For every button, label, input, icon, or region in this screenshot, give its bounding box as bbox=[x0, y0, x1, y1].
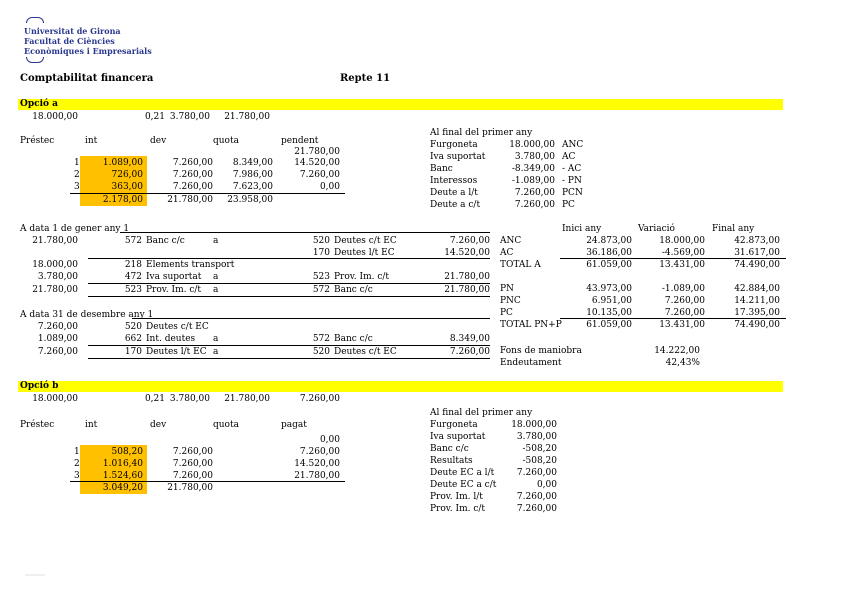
journal-debit-account-name: Int. deutes bbox=[146, 334, 196, 344]
opcio-a-param-interest-rate: 0,21 bbox=[144, 112, 165, 122]
balanc-row-label: ANC bbox=[500, 236, 522, 246]
journal-debit-account-name: Elements transport bbox=[146, 260, 235, 270]
prestec-a-total-rule bbox=[70, 193, 345, 194]
journal-debit-amount: 3.780,00 bbox=[37, 272, 78, 282]
opcio-b-label: Opció b bbox=[20, 381, 59, 391]
final-b-value: 18.000,00 bbox=[511, 420, 557, 430]
final-b-value: 7.260,00 bbox=[516, 468, 557, 478]
journal-credit-amount: 7.260,00 bbox=[449, 236, 490, 246]
opcio-b-param-total: 21.780,00 bbox=[224, 394, 270, 404]
journal-rule bbox=[88, 345, 490, 346]
balanc-final-value: 42.873,00 bbox=[734, 236, 780, 246]
journal-credit-account-name: Banc c/c bbox=[334, 285, 373, 295]
final-b-value: -508,20 bbox=[522, 444, 557, 454]
logo-line-1: Universitat de Girona bbox=[24, 26, 121, 36]
prestec-b-row-pagat: 7.260,00 bbox=[299, 447, 340, 457]
journal-credit-amount: 7.260,00 bbox=[449, 347, 490, 357]
final-a-label: Deute a l/t bbox=[430, 188, 478, 198]
journal-a-connector: a bbox=[213, 347, 219, 357]
final-b-label: Resultats bbox=[430, 456, 473, 466]
journal-credit-account-name: Deutes c/t EC bbox=[334, 236, 397, 246]
final-b-title: Al final del primer any bbox=[430, 408, 533, 418]
prestec-b-row-pagat: 21.780,00 bbox=[294, 471, 340, 481]
prestec-a-row-int: 726,00 bbox=[111, 170, 143, 180]
final-b-label: Furgoneta bbox=[430, 420, 478, 430]
prestec-a-row-pendent: 14.520,00 bbox=[294, 158, 340, 168]
prestec-b-header-prestec: Préstec bbox=[20, 420, 55, 430]
prestec-a-row-num: 1 bbox=[74, 158, 80, 168]
balanc-variacio-value: 13.431,00 bbox=[659, 260, 705, 270]
journal-a-connector: a bbox=[213, 285, 219, 295]
balanc-row-label: TOTAL PN+P bbox=[500, 320, 562, 330]
opcio-a-label: Opció a bbox=[20, 99, 58, 109]
final-a-class: - PN bbox=[562, 176, 582, 186]
opcio-a-band bbox=[18, 99, 783, 110]
balanc-row-label: AC bbox=[500, 248, 514, 258]
journal-debit-account-name: Banc c/c bbox=[146, 236, 185, 246]
final-a-value: 3.780,00 bbox=[514, 152, 555, 162]
balanc-inici-value: 24.873,00 bbox=[586, 236, 632, 246]
prestec-a-row-quota: 7.623,00 bbox=[232, 182, 273, 192]
journal-credit-account-num: 170 bbox=[312, 248, 330, 258]
final-a-label: Interessos bbox=[430, 176, 478, 186]
balanc-row-label: PC bbox=[500, 308, 513, 318]
journal-debit-amount: 7.260,00 bbox=[37, 347, 78, 357]
balanc-variacio-value: 7.260,00 bbox=[664, 296, 705, 306]
prestec-b-row-pagat: 14.520,00 bbox=[294, 459, 340, 469]
final-a-class: - AC bbox=[562, 164, 582, 174]
prestec-b-initial-pagat: 0,00 bbox=[319, 435, 340, 445]
journal-rule bbox=[88, 296, 490, 297]
opcio-b-param-iva: 3.780,00 bbox=[169, 394, 210, 404]
prestec-a-header-prestec: Préstec bbox=[20, 136, 55, 146]
opcio-a-param-principal: 18.000,00 bbox=[32, 112, 78, 122]
prestec-b-row-num: 1 bbox=[74, 447, 80, 457]
balanc-row-label: TOTAL A bbox=[500, 260, 541, 270]
opcio-b-band bbox=[18, 381, 783, 392]
journal-credit-account-name: Deutes l/t EC bbox=[334, 248, 395, 258]
final-a-class: PC bbox=[562, 200, 575, 210]
prestec-a-row-quota: 8.349,00 bbox=[232, 158, 273, 168]
prestec-a-row-dev: 7.260,00 bbox=[172, 158, 213, 168]
journal-rule bbox=[120, 232, 490, 233]
journal-debit-account-name: Iva suportat bbox=[146, 272, 202, 282]
endeutament-label: Endeutament bbox=[500, 358, 562, 368]
journal-a-connector: a bbox=[213, 272, 219, 282]
balanc-variacio-value: -1.089,00 bbox=[661, 284, 705, 294]
journal-rule bbox=[132, 318, 490, 319]
final-b-label: Iva suportat bbox=[430, 432, 486, 442]
balanc-variacio-value: 18.000,00 bbox=[659, 236, 705, 246]
journal-debit-account-num: 572 bbox=[124, 236, 142, 246]
balanc-final-value: 74.490,00 bbox=[734, 260, 780, 270]
final-b-value: -508,20 bbox=[522, 456, 557, 466]
prestec-a-row-pendent: 7.260,00 bbox=[299, 170, 340, 180]
prestec-b-header-pagat: pagat bbox=[281, 420, 307, 430]
prestec-b-row-int: 508,20 bbox=[111, 447, 143, 457]
prestec-b-row-dev: 7.260,00 bbox=[172, 447, 213, 457]
logo-ornament-top-icon bbox=[26, 17, 44, 23]
prestec-b-header-quota: quota bbox=[213, 420, 239, 430]
prestec-b-header-dev: dev bbox=[150, 420, 167, 430]
balanc-inici-value: 43.973,00 bbox=[586, 284, 632, 294]
journal-credit-account-name: Prov. Im. c/t bbox=[334, 272, 390, 282]
journal-debit-account-name: Deutes c/t EC bbox=[146, 322, 209, 332]
prestec-b-total-rule bbox=[70, 481, 345, 482]
opcio-b-param-interest-rate: 0,21 bbox=[144, 394, 165, 404]
opcio-a-param-iva: 3.780,00 bbox=[169, 112, 210, 122]
prestec-b-row-num: 2 bbox=[74, 459, 80, 469]
journal-debit-account-num: 520 bbox=[124, 322, 142, 332]
final-a-value: 7.260,00 bbox=[514, 188, 555, 198]
journal-debit-account-name: Prov. Im. c/t bbox=[146, 285, 202, 295]
journal-credit-account-num: 523 bbox=[312, 272, 330, 282]
balanc-final-value: 14.211,00 bbox=[734, 296, 780, 306]
journal-debit-amount: 1.089,00 bbox=[37, 334, 78, 344]
final-a-label: Furgoneta bbox=[430, 140, 478, 150]
journal-debit-account-num: 662 bbox=[124, 334, 142, 344]
prestec-a-header-quota: quota bbox=[213, 136, 239, 146]
logo-ornament-bottom-icon bbox=[26, 57, 44, 63]
final-b-value: 0,00 bbox=[536, 480, 557, 490]
journal-debit-amount: 7.260,00 bbox=[37, 322, 78, 332]
journal-credit-account-num: 520 bbox=[312, 236, 330, 246]
journal-credit-account-name: Deutes c/t EC bbox=[334, 347, 397, 357]
balanc-row-label: PNC bbox=[500, 296, 521, 306]
journal-debit-account-num: 523 bbox=[124, 285, 142, 295]
journal-credit-amount: 14.520,00 bbox=[444, 248, 490, 258]
balanc-inici-value: 6.951,00 bbox=[591, 296, 632, 306]
journal-gener-title: A data 1 de gener any 1 bbox=[20, 224, 130, 234]
logo-line-2: Facultat de Ciències bbox=[24, 36, 115, 46]
prestec-a-initial-pendent: 21.780,00 bbox=[294, 147, 340, 157]
opcio-b-param-principal: 18.000,00 bbox=[32, 394, 78, 404]
final-b-value: 7.260,00 bbox=[516, 492, 557, 502]
balanc-row-label: PN bbox=[500, 284, 514, 294]
balanc-variacio-value: -4.569,00 bbox=[661, 248, 705, 258]
endeutament-value: 42,43% bbox=[665, 358, 700, 368]
balanc-final-value: 74.490,00 bbox=[734, 320, 780, 330]
balanc-final-value: 17.395,00 bbox=[734, 308, 780, 318]
journal-debit-amount: 21.780,00 bbox=[32, 285, 78, 295]
final-a-label: Banc bbox=[430, 164, 453, 174]
prestec-a-row-int: 363,00 bbox=[111, 182, 143, 192]
journal-desembre-title: A data 31 de desembre any 1 bbox=[20, 310, 154, 320]
journal-debit-account-name: Deutes l/t EC bbox=[146, 347, 207, 357]
page-subtitle-repte: Repte 11 bbox=[340, 73, 391, 84]
journal-debit-amount: 18.000,00 bbox=[32, 260, 78, 270]
prestec-a-header-dev: dev bbox=[150, 136, 167, 146]
final-b-value: 3.780,00 bbox=[516, 432, 557, 442]
final-a-title: Al final del primer any bbox=[430, 128, 533, 138]
journal-credit-account-name: Banc c/c bbox=[334, 334, 373, 344]
final-a-value: -1.089,00 bbox=[511, 176, 555, 186]
journal-credit-account-num: 520 bbox=[312, 347, 330, 357]
prestec-a-row-pendent: 0,00 bbox=[319, 182, 340, 192]
final-b-label: Deute EC a c/t bbox=[430, 480, 497, 490]
prestec-a-total-dev: 21.780,00 bbox=[167, 195, 213, 205]
prestec-b-row-int: 1.016,40 bbox=[102, 459, 143, 469]
prestec-a-header-int: int bbox=[85, 136, 98, 146]
journal-debit-account-num: 218 bbox=[124, 260, 142, 270]
final-b-value: 7.260,00 bbox=[516, 504, 557, 514]
balanc-inici-value: 36.186,00 bbox=[586, 248, 632, 258]
balanc-inici-value: 10.135,00 bbox=[586, 308, 632, 318]
final-a-value: -8.349,00 bbox=[511, 164, 555, 174]
journal-debit-account-num: 472 bbox=[124, 272, 142, 282]
journal-credit-amount: 8.349,00 bbox=[449, 334, 490, 344]
prestec-a-total-quota: 23.958,00 bbox=[227, 195, 273, 205]
prestec-a-row-dev: 7.260,00 bbox=[172, 170, 213, 180]
prestec-b-row-dev: 7.260,00 bbox=[172, 459, 213, 469]
balanc-total-rule bbox=[560, 258, 786, 259]
prestec-b-header-int: int bbox=[85, 420, 98, 430]
journal-credit-account-num: 572 bbox=[312, 334, 330, 344]
balanc-inici-value: 61.059,00 bbox=[586, 320, 632, 330]
balanc-header-variacio: Variació bbox=[638, 224, 675, 234]
logo-line-3: Econòmiques i Empresarials bbox=[24, 46, 152, 56]
final-b-label: Deute EC a l/t bbox=[430, 468, 495, 478]
balanc-header-inici: Inici any bbox=[562, 224, 602, 234]
final-a-class: AC bbox=[562, 152, 576, 162]
balanc-variacio-value: 7.260,00 bbox=[664, 308, 705, 318]
journal-a-connector: a bbox=[213, 236, 219, 246]
fons-maniobra-value: 14.222,00 bbox=[654, 346, 700, 356]
prestec-a-row-num: 3 bbox=[74, 182, 80, 192]
final-b-label: Prov. Im. l/t bbox=[430, 492, 483, 502]
balanc-variacio-value: 13.431,00 bbox=[659, 320, 705, 330]
final-b-label: Banc c/c bbox=[430, 444, 469, 454]
prestec-a-row-quota: 7.986,00 bbox=[232, 170, 273, 180]
page-title: Comptabilitat financera bbox=[20, 73, 154, 84]
final-a-value: 18.000,00 bbox=[509, 140, 555, 150]
prestec-b-total-int: 3.049,20 bbox=[102, 483, 143, 493]
journal-rule bbox=[88, 358, 490, 359]
prestec-b-row-num: 3 bbox=[74, 471, 80, 481]
prestec-b-row-dev: 7.260,00 bbox=[172, 471, 213, 481]
final-a-class: PCN bbox=[562, 188, 583, 198]
balanc-final-value: 42.884,00 bbox=[734, 284, 780, 294]
balanc-inici-value: 61.059,00 bbox=[586, 260, 632, 270]
journal-credit-account-num: 572 bbox=[312, 285, 330, 295]
journal-rule bbox=[88, 283, 490, 284]
prestec-b-row-int: 1.524,60 bbox=[102, 471, 143, 481]
final-a-value: 7.260,00 bbox=[514, 200, 555, 210]
final-b-label: Prov. Im. c/t bbox=[430, 504, 486, 514]
prestec-b-total-dev: 21.780,00 bbox=[167, 483, 213, 493]
journal-debit-amount: 21.780,00 bbox=[32, 236, 78, 246]
fons-maniobra-label: Fons de maniobra bbox=[500, 346, 582, 356]
balanc-header-final: Final any bbox=[712, 224, 755, 234]
final-a-label: Iva suportat bbox=[430, 152, 486, 162]
prestec-a-row-num: 2 bbox=[74, 170, 80, 180]
balanc-final-value: 31.617,00 bbox=[734, 248, 780, 258]
opcio-a-param-total: 21.780,00 bbox=[224, 112, 270, 122]
final-a-label: Deute a c/t bbox=[430, 200, 481, 210]
journal-a-connector: a bbox=[213, 334, 219, 344]
balanc-total-rule bbox=[560, 318, 786, 319]
final-a-class: ANC bbox=[562, 140, 584, 150]
journal-credit-amount: 21.780,00 bbox=[444, 272, 490, 282]
prestec-a-total-int: 2.178,00 bbox=[102, 195, 143, 205]
journal-credit-amount: 21.780,00 bbox=[444, 285, 490, 295]
journal-debit-account-num: 170 bbox=[124, 347, 142, 357]
prestec-a-row-dev: 7.260,00 bbox=[172, 182, 213, 192]
journal-rule bbox=[88, 258, 490, 259]
prestec-a-row-int: 1.089,00 bbox=[102, 158, 143, 168]
page-footer-artifact bbox=[25, 574, 45, 576]
opcio-b-param-quota: 7.260,00 bbox=[299, 394, 340, 404]
prestec-a-header-pendent: pendent bbox=[281, 136, 319, 146]
